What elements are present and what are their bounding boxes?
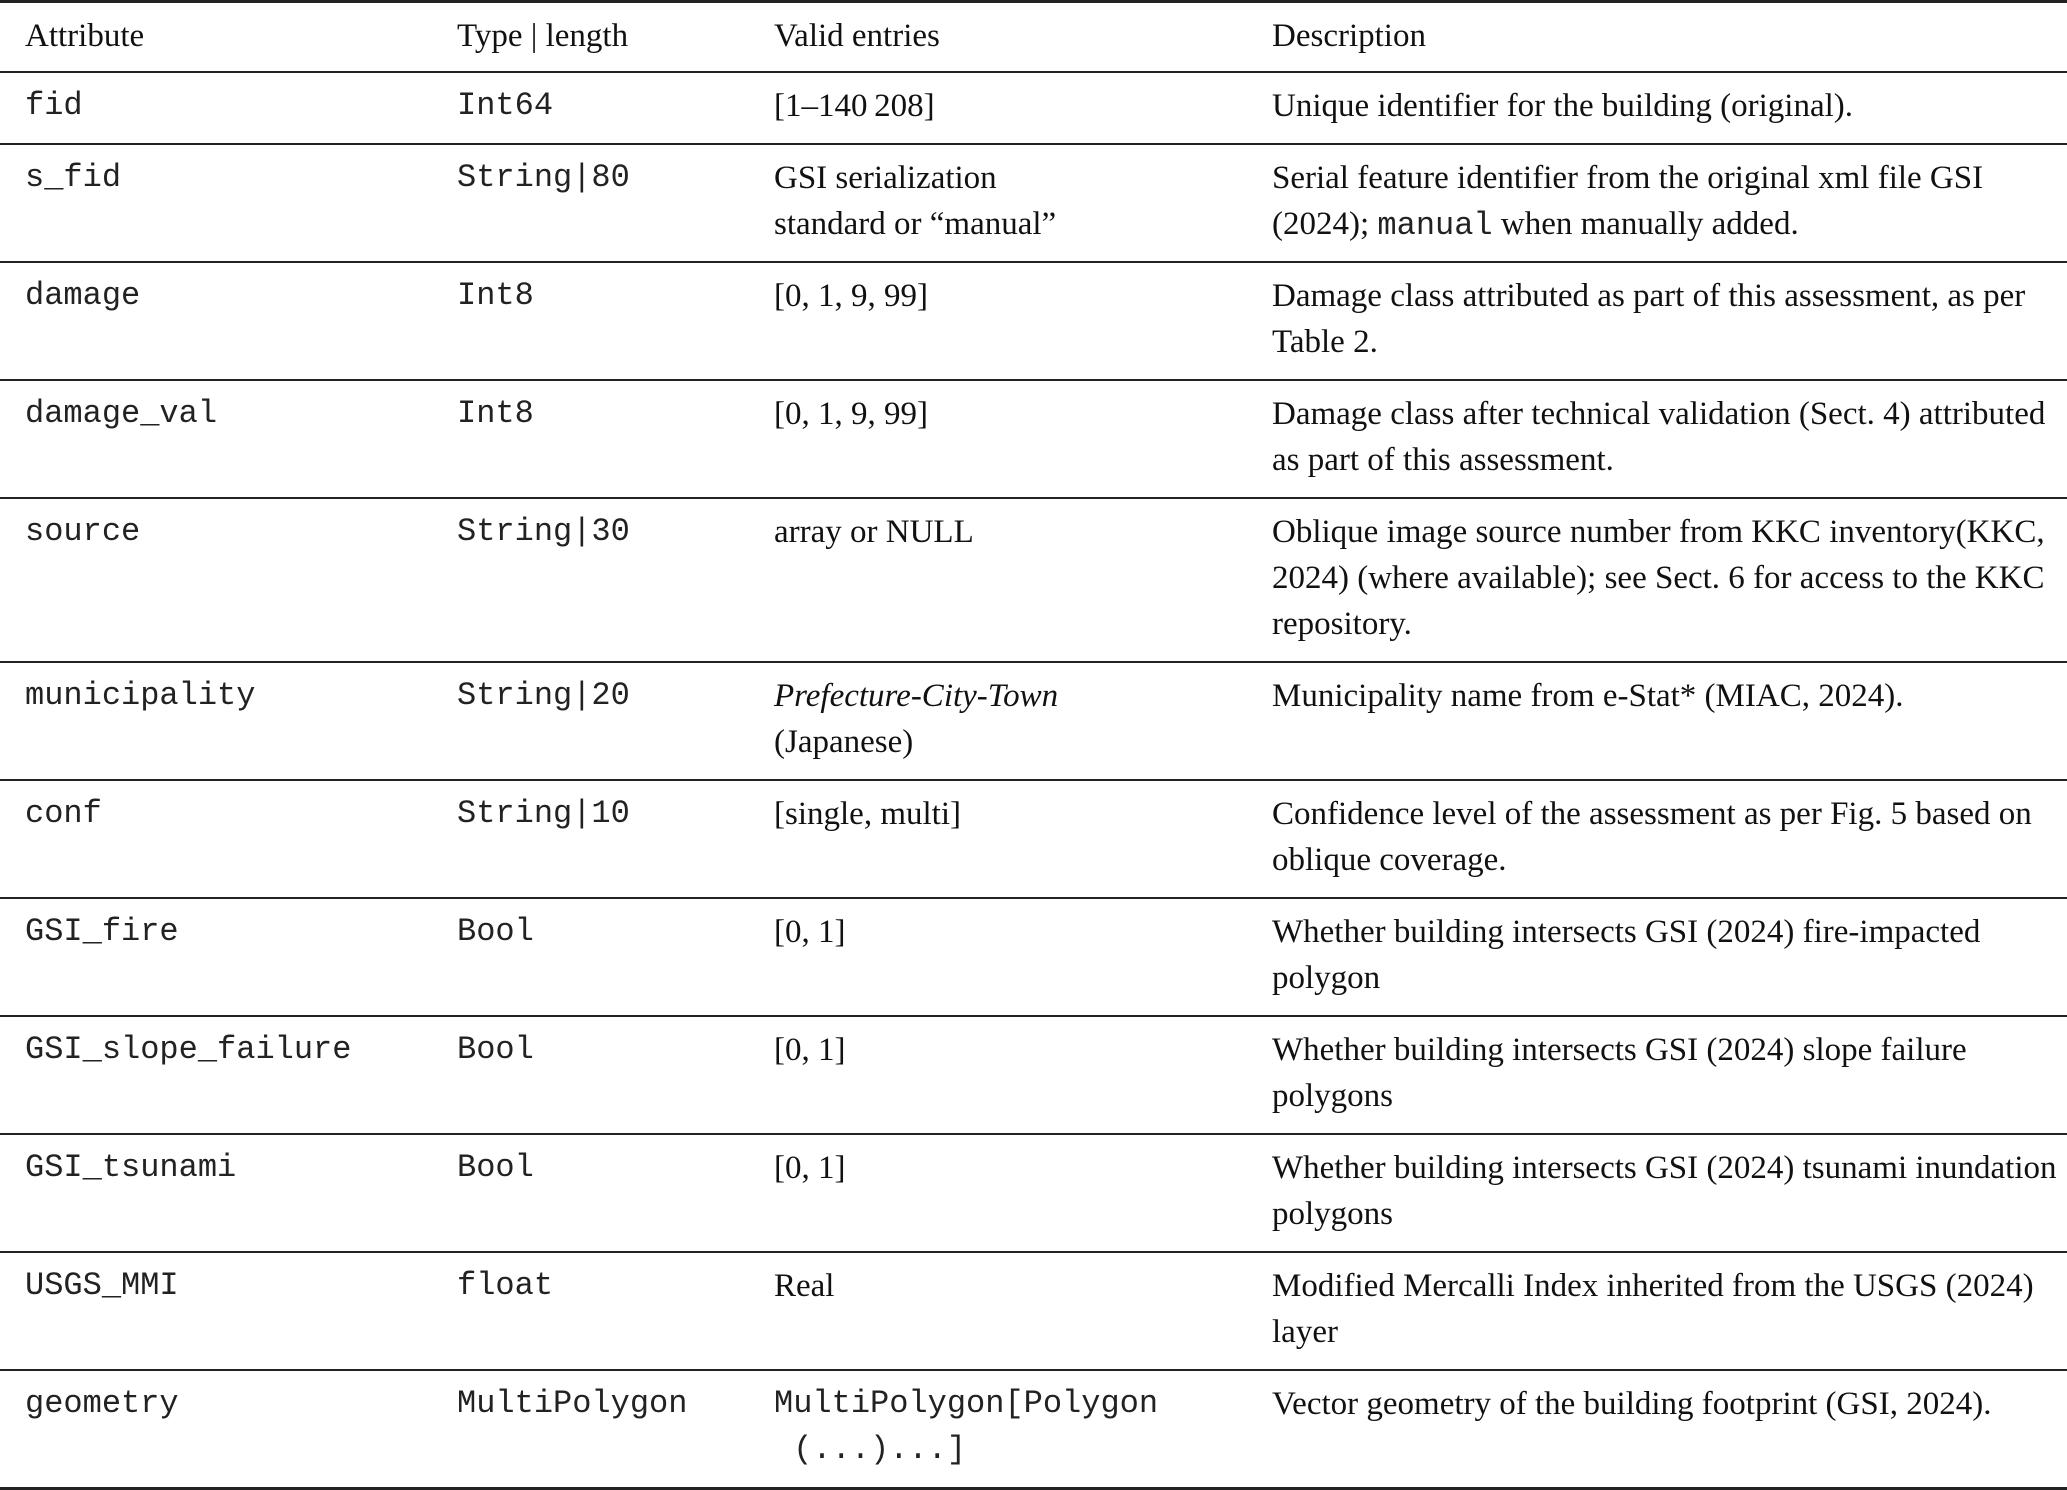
attribute-name: damage_val [25, 395, 218, 432]
description-code: manual [1377, 207, 1493, 244]
valid-entries-line: MultiPolygon[Polygon [774, 1385, 1159, 1422]
table-row [0, 1252, 2067, 1370]
attribute-description: Unique identifier for the building (original). [1272, 88, 1854, 124]
attribute-type: MultiPolygon [457, 1385, 688, 1422]
attribute-type: Int8 [457, 395, 534, 432]
valid-entries-line: (Japanese) [774, 724, 914, 760]
header-type-length: Type | length [457, 18, 629, 54]
attribute-valid-entries: [0, 1, 9, 99] [774, 396, 928, 432]
attribute-valid-entries [774, 144, 1272, 262]
table-row [0, 144, 2067, 262]
header-valid-entries: Valid entries [774, 18, 940, 54]
attribute-type: String|80 [457, 159, 630, 196]
attribute-description: Whether building intersects GSI (2024) slope failure polygons [1272, 1032, 1967, 1114]
attribute-valid-entries: Real [774, 1268, 835, 1304]
table-row [0, 662, 2067, 780]
attribute-description: Modified Mercalli Index inherited from the USGS (2024) layer [1272, 1268, 2034, 1350]
table-row [0, 1134, 2067, 1252]
attribute-valid-entries: [0, 1] [774, 1150, 846, 1186]
attribute-valid-entries: [0, 1, 9, 99] [774, 278, 928, 314]
attribute-description: Vector geometry of the building footprint (GSI, 2024). [1272, 1386, 1992, 1422]
attribute-description: Whether building intersects GSI (2024) tsunami inundation polygons [1272, 1150, 2057, 1232]
valid-entries-line: standard or “manual” [774, 206, 1057, 242]
attribute-name: geometry [25, 1385, 179, 1422]
attribute-description: Damage class after technical validation (Sect. 4) attributed as part of this assessment. [1272, 396, 2046, 478]
attribute-name: fid [25, 87, 83, 124]
attribute-valid-entries: [0, 1] [774, 1032, 846, 1068]
attribute-type: Bool [457, 1031, 534, 1068]
attribute-type: String|20 [457, 677, 630, 714]
table-row [0, 898, 2067, 1016]
attribute-valid-entries: [single, multi] [774, 796, 961, 832]
valid-entries-line: Prefecture-City-Town [774, 678, 1059, 714]
table-row [0, 498, 2067, 662]
attribute-valid-entries: array or NULL [774, 514, 974, 550]
valid-entries-line: (...)...] [774, 1431, 967, 1468]
attribute-description: Oblique image source number from KKC inventory(KKC, 2024) (where available); see Sect. 6 for access to the KKC repository. [1272, 514, 2045, 642]
attribute-type: Bool [457, 1149, 534, 1186]
attribute-type: float [457, 1267, 554, 1304]
attribute-name: s_fid [25, 159, 122, 196]
attribute-name: GSI_tsunami [25, 1149, 237, 1186]
attribute-description: Confidence level of the assessment as per Fig. 5 based on oblique coverage. [1272, 796, 2032, 878]
table-row [0, 380, 2067, 498]
attribute-name: source [25, 513, 141, 550]
attribute-name: conf [25, 795, 102, 832]
description-text: when manually added. [1492, 206, 1799, 242]
table-row [0, 780, 2067, 898]
attribute-valid-entries [774, 1370, 1272, 1489]
table-header-row [0, 2, 2067, 73]
table-row [0, 1016, 2067, 1134]
attribute-description: Municipality name from e-Stat* (MIAC, 2024). [1272, 678, 1904, 714]
attribute-type: Bool [457, 913, 534, 950]
header-attribute: Attribute [25, 18, 145, 54]
table-row [0, 262, 2067, 380]
attribute-description: Whether building intersects GSI (2024) fire-impacted polygon [1272, 914, 1981, 996]
attribute-type: String|30 [457, 513, 630, 550]
valid-entries-line: GSI serialization [774, 160, 997, 196]
attribute-valid-entries: [1–140 208] [774, 88, 935, 124]
attribute-name: USGS_MMI [25, 1267, 179, 1304]
table-row [0, 72, 2067, 144]
attribute-valid-entries: [0, 1] [774, 914, 846, 950]
attribute-type: Int8 [457, 277, 534, 314]
attribute-name: GSI_slope_failure [25, 1031, 352, 1068]
attribute-name: GSI_fire [25, 913, 179, 950]
table-row [0, 1370, 2067, 1489]
attribute-valid-entries [774, 662, 1272, 780]
attribute-description [1272, 144, 2067, 262]
attribute-name: damage [25, 277, 141, 314]
attribute-description: Damage class attributed as part of this assessment, as per Table 2. [1272, 278, 2026, 360]
attribute-type: Int64 [457, 87, 554, 124]
header-description: Description [1272, 18, 1426, 54]
attribute-name: municipality [25, 677, 256, 714]
description-text: Serial feature identifier from the original xml file GSI (2024); [1272, 160, 1984, 242]
attribute-type: String|10 [457, 795, 630, 832]
